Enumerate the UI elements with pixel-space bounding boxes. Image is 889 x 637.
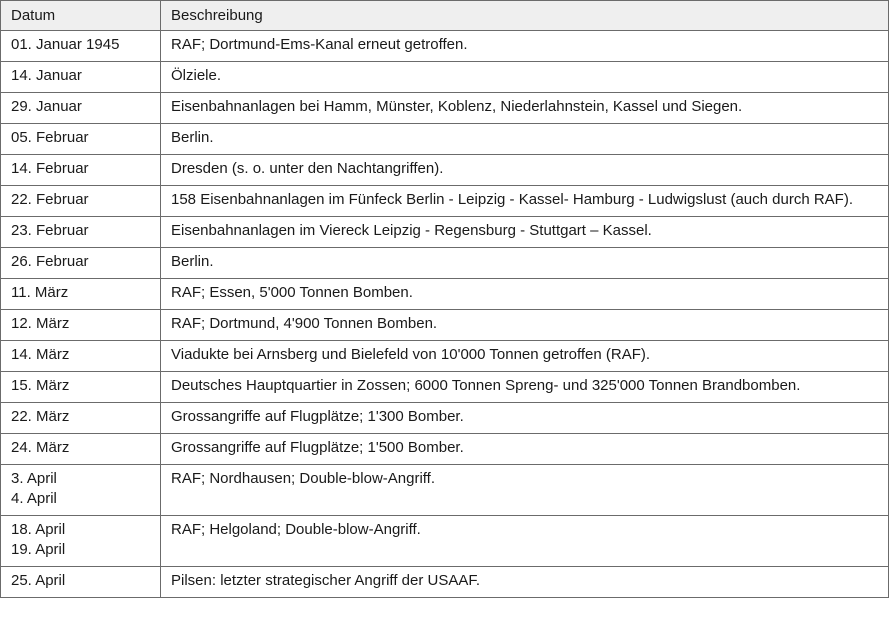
table-row [1, 465, 889, 516]
date-line: 3. April [11, 470, 57, 487]
description-cell: Deutsches Hauptquartier in Zossen; 6000 Tonnen Spreng- und 325'000 Tonnen Brandbomben. [161, 372, 889, 403]
date-line: 22. März [11, 408, 70, 425]
date-line: 4. April [11, 490, 57, 507]
date-line: 14. März [11, 346, 70, 363]
date-line: 11. März [11, 284, 69, 301]
table-row [1, 516, 889, 567]
table-row [1, 248, 889, 279]
table-body [1, 31, 889, 598]
date-cell [1, 31, 161, 62]
description-cell: Grossangriffe auf Flugplätze; 1'300 Bomber. [161, 403, 889, 434]
table-row [1, 341, 889, 372]
date-line: 22. Februar [11, 191, 89, 208]
description-cell: Dresden (s. o. unter den Nachtangriffen). [161, 155, 889, 186]
table-row [1, 31, 889, 62]
column-header-description: Beschreibung [161, 1, 889, 31]
description-cell: RAF; Dortmund, 4'900 Tonnen Bomben. [161, 310, 889, 341]
table-row [1, 403, 889, 434]
description-cell: Berlin. [161, 248, 889, 279]
description-cell: Grossangriffe auf Flugplätze; 1'500 Bomber. [161, 434, 889, 465]
date-cell [1, 567, 161, 598]
date-line: 26. Februar [11, 253, 89, 270]
date-line: 24. März [11, 439, 70, 456]
column-header-date: Datum [1, 1, 161, 31]
date-cell [1, 434, 161, 465]
description-cell: Eisenbahnanlagen im Viereck Leipzig - Regensburg - Stuttgart – Kassel. [161, 217, 889, 248]
date-line: 18. April [11, 521, 66, 538]
description-cell: RAF; Nordhausen; Double-blow-Angriff. [161, 465, 889, 516]
date-cell [1, 248, 161, 279]
table-row [1, 434, 889, 465]
table-row [1, 567, 889, 598]
date-line: 29. Januar [11, 98, 82, 115]
date-line: 23. Februar [11, 222, 89, 239]
date-line: 12. März [11, 315, 70, 332]
description-cell: RAF; Dortmund-Ems-Kanal erneut getroffen. [161, 31, 889, 62]
description-cell: Eisenbahnanlagen bei Hamm, Münster, Koblenz, Niederlahnstein, Kassel und Siegen. [161, 93, 889, 124]
date-cell [1, 310, 161, 341]
table-row [1, 93, 889, 124]
date-cell [1, 372, 161, 403]
date-line: 15. März [11, 377, 70, 394]
date-line: 14. Februar [11, 160, 89, 177]
date-cell [1, 186, 161, 217]
date-cell [1, 93, 161, 124]
table-row [1, 372, 889, 403]
date-line: 25. April [11, 572, 66, 589]
table-row [1, 62, 889, 93]
table-row [1, 217, 889, 248]
table-row [1, 124, 889, 155]
description-cell: Berlin. [161, 124, 889, 155]
description-cell: Ölziele. [161, 62, 889, 93]
header-row [1, 1, 889, 31]
date-line: 05. Februar [11, 129, 89, 146]
date-cell [1, 341, 161, 372]
table-row [1, 155, 889, 186]
table-row [1, 279, 889, 310]
date-line: 01. Januar 1945 [11, 36, 120, 53]
description-cell: RAF; Essen, 5'000 Tonnen Bomben. [161, 279, 889, 310]
date-cell [1, 403, 161, 434]
date-line: 19. April [11, 541, 66, 558]
date-cell [1, 62, 161, 93]
date-cell [1, 124, 161, 155]
date-cell [1, 155, 161, 186]
description-cell: RAF; Helgoland; Double-blow-Angriff. [161, 516, 889, 567]
table-row [1, 310, 889, 341]
date-cell [1, 279, 161, 310]
date-line: 14. Januar [11, 67, 82, 84]
table-row [1, 186, 889, 217]
date-cell [1, 516, 161, 567]
date-cell [1, 217, 161, 248]
date-cell [1, 465, 161, 516]
description-cell: Pilsen: letzter strategischer Angriff der USAAF. [161, 567, 889, 598]
description-cell: Viadukte bei Arnsberg und Bielefeld von 10'000 Tonnen getroffen (RAF). [161, 341, 889, 372]
description-cell: 158 Eisenbahnanlagen im Fünfeck Berlin - Leipzig - Kassel- Hamburg - Ludwigslust (auch durch RAF). [161, 186, 889, 217]
